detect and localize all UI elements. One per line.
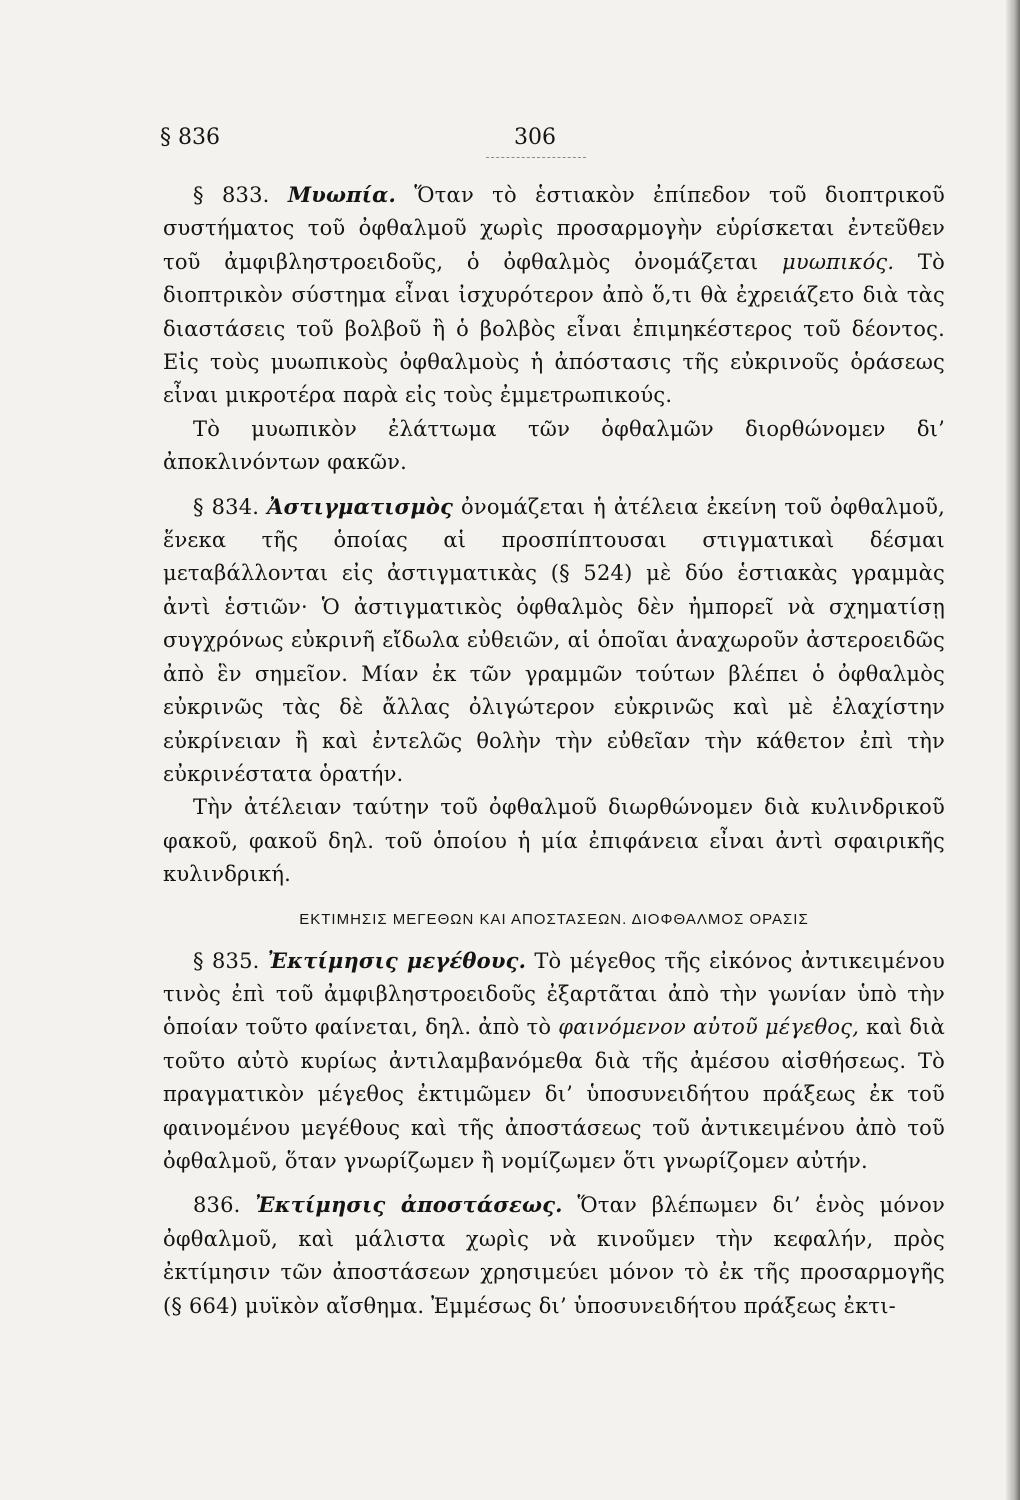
section-number: 836. xyxy=(193,1193,241,1218)
section-number: § 834. xyxy=(193,494,260,519)
paragraph-834-b: Τὴν ἀτέλειαν ταύτην τοῦ ὀφθαλμοῦ διωρθώνομεν διὰ κυλινδρικοῦ φακοῦ, φακοῦ δηλ. τοῦ ὁποίου ἡ μία ἐπιφάνεια εἶναι ἀντὶ σφαιρικῆς κυλινδρική. xyxy=(163,795,945,887)
page-number: 306 xyxy=(514,125,556,150)
paragraph-833 xyxy=(163,178,945,413)
paragraph-text: Τὸ διοπτρικὸν σύστημα εἶναι ἰσχυρότερον ἀπὸ ὅ,τι θὰ ἐχρειάζετο διὰ τὰς διαστάσεις τοῦ βολβοῦ ἢ ὁ βολβὸς εἶναι ἐπιμηκέστερος τοῦ δέοντος. Εἰς τοὺς μυωπικοὺς ὀφθαλμοὺς ἡ ἀπόστασις τῆς εὐκρινοῦς ὁράσεως εἶναι μικροτέρα παρὰ εἰς τοὺς ἐμμετρωπικούς. xyxy=(163,249,945,408)
section-number: § 835. xyxy=(193,948,260,973)
paragraph-836 xyxy=(163,1188,945,1323)
paragraph-text: καὶ διὰ τοῦτο αὐτὸ κυρίως ἀντιλαμβανόμεθα διὰ τῆς ἀμέσου αἰσθήσεως. Τὸ πραγματικὸν μέγεθος ἐκτιμῶμεν δι’ ὑποσυνειδήτου πράξεως ἐκ τοῦ φαινομένου μεγέθους καὶ τῆς ἀποστάσεως τοῦ ἀντικειμένου ἀπὸ τοῦ ὀφθαλμοῦ, ὅταν γνωρίζωμεν ἢ νομίζωμεν ὅτι γνωρίζομεν αὐτήν. xyxy=(163,1015,945,1173)
header-section-ref: § 836 xyxy=(160,125,220,150)
section-title: Ἐκτίμησις ἀποστάσεως. xyxy=(255,1192,563,1218)
page-body xyxy=(163,178,945,1323)
paragraph-text: Ὅταν τὸ ἑστιακὸν ἐπίπεδον τοῦ διοπτρικοῦ συστήματος τοῦ ὀφθαλμοῦ χωρὶς προσαρμογὴν εὑρίσκεται ἐντεῦθεν τοῦ ἀμφιβληστροειδοῦς, ὁ ὀφθαλμὸς ὀνομάζεται xyxy=(163,183,945,274)
page-header xyxy=(160,125,940,165)
subheading: ΕΚΤΙΜΗΣΙΣ ΜΕΓΕΘΩΝ ΚΑΙ ΑΠΟΣΤΑΣΕΩΝ. ΔΙΟΦΘΑΛΜΟΣ ΟΡΑΣΙΣ xyxy=(299,910,809,928)
header-rule xyxy=(486,157,586,159)
emphasis-term: φαινόμενον αὐτοῦ μέγεθος, xyxy=(558,1015,860,1040)
section-number: § 833. xyxy=(193,183,270,207)
paragraph-833-b: Τὸ μυωπικὸν ἐλάττωμα τῶν ὀφθαλμῶν διορθώνομεν δι’ ἀποκλινόντων φακῶν. xyxy=(163,416,945,475)
section-title: Ἐκτίμησις μεγέθους. xyxy=(267,947,527,973)
paragraph-text: Τὸ μέγεθος τῆς εἰκόνος ἀντικειμένου τινὸς ἐπὶ τοῦ ἀμφιβληστροειδοῦς ἐξαρτᾶται ἀπὸ τὴν γωνίαν ὑπὸ τὴν ὁποίαν τοῦτο φαίνεται, δηλ. ἀπὸ τὸ xyxy=(163,948,945,1040)
paragraph-text: ὀνομάζεται ἡ ἀτέλεια ἐκείνη τοῦ ὀφθαλμοῦ, ἕνεκα τῆς ὁποίας αἱ προσπίπτουσαι στιγματικαὶ δέσμαι μεταβάλλονται εἰς ἀστιγματικὰς (§ 524) μὲ δύο ἑστιακὰς γραμμὰς ἀντὶ ἑστιῶν· Ὁ ἀστιγματικὸς ὀφθαλμὸς δὲν ἠμπορεῖ νὰ σχηματίσῃ συγχρόνως εὐκρινῆ εἴδωλα εὐθειῶν, αἱ ὁποῖαι ἀναχωροῦν ἀστεροειδῶς ἀπὸ ἓν σημεῖον. Μίαν ἐκ τῶν γραμμῶν τούτων βλέπει ὁ ὀφθαλμὸς εὐκρινῶς τὰς δὲ ἄλλας ὀλιγώτερον εὐκρινῶς καὶ μὲ ἐλαχίστην εὐκρίνειαν ἢ καὶ ἐντελῶς θολὴν τὴν εὐθεῖαν τὴν κάθετον ἐπὶ τὴν εὐκρινέστατα ὁρατήν. xyxy=(163,494,945,786)
section-title: Ἀστιγματισμὸς xyxy=(267,493,454,519)
paragraph-835 xyxy=(163,944,945,1179)
paragraph-text: Ὅταν βλέπωμεν δι’ ἑνὸς μόνον ὀφθαλμοῦ, καὶ μάλιστα χωρὶς νὰ κινοῦμεν τὴν κεφαλήν, πρὸς ἐκτίμησιν τῶν ἀποστάσεων χρησιμεύει μόνον τὸ ἐκ τῆς προσαρμογῆς (§ 664) μυϊκὸν αἴσθημα. Ἐμμέσως δι’ ὑποσυνειδήτου πράξεως ἐκτι- xyxy=(163,1193,945,1318)
emphasis-term: μυωπικός. xyxy=(782,249,895,274)
section-title: Μυωπία. xyxy=(287,182,397,207)
page-edge-shadow xyxy=(1006,0,1020,1500)
paragraph-834 xyxy=(163,490,945,792)
